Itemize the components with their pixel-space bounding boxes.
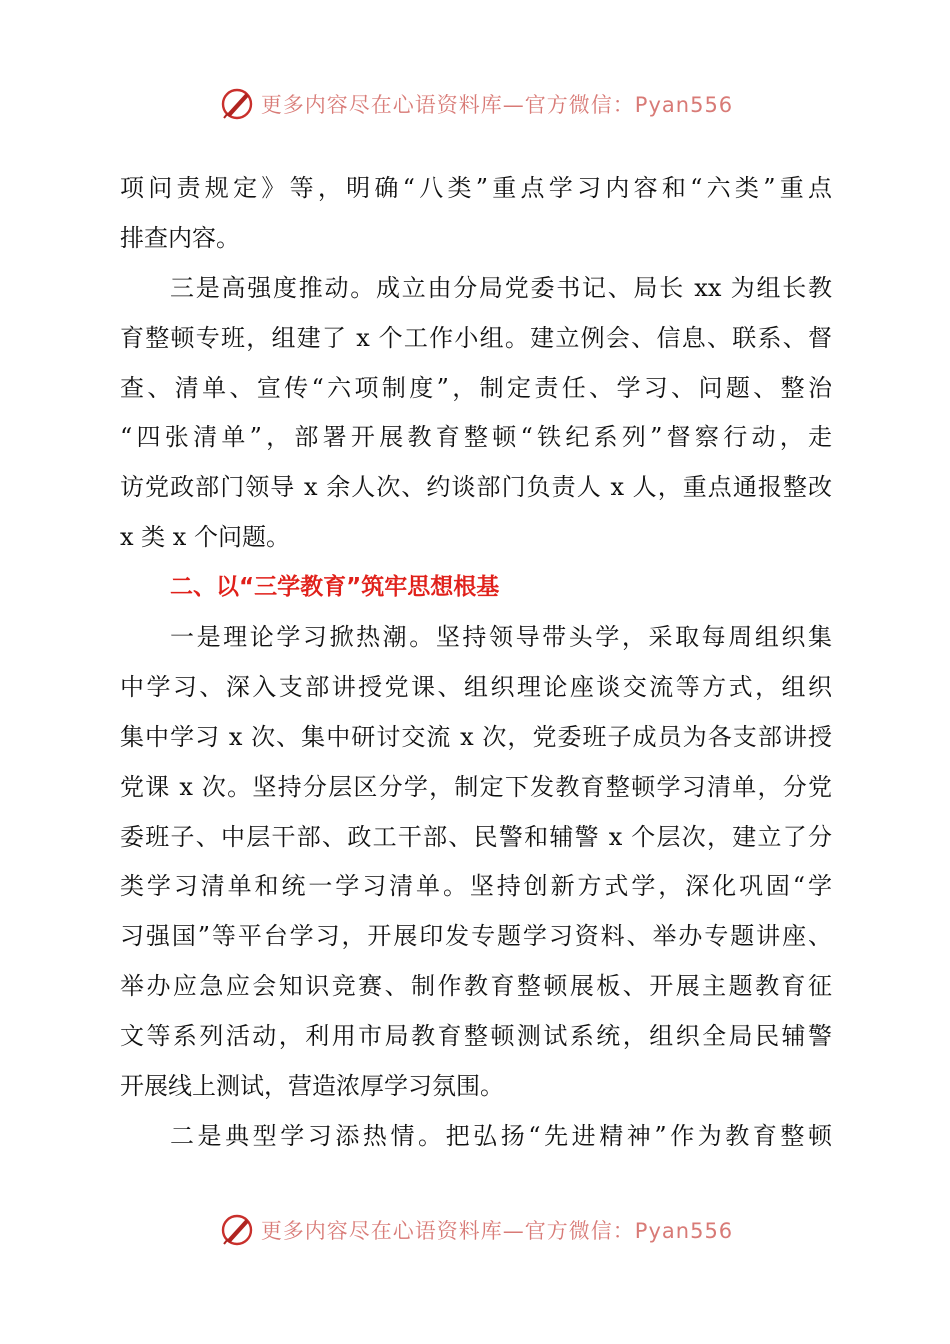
header-watermark-text: 更多内容尽在心语资料库—官方微信：Pyan556 xyxy=(260,93,734,117)
paragraph-line: 集中学习 x 次、集中研讨交流 x 次，党委班子成员为各支部讲授 xyxy=(120,722,832,751)
footer-watermark xyxy=(0,1208,950,1252)
paragraph-line: 习强国”等平台学习，开展印发专题学习资料、举办专题讲座、 xyxy=(120,922,832,951)
paragraph-line: 项问责规定》等，明确“八类”重点学习内容和“六类”重点 xyxy=(120,174,832,202)
paragraph-line: 一是理论学习掀热潮。坚持领导带头学，采取每周组织集 xyxy=(170,623,832,652)
paragraph-line: 类学习清单和统一学习清单。坚持创新方式学，深化巩固“学 xyxy=(120,872,832,901)
paragraph-line: 中学习、深入支部讲授党课、组织理论座谈交流等方式，组织 xyxy=(120,672,832,701)
paragraph-line: 举办应急应会知识竞赛、制作教育整顿展板、开展主题教育征 xyxy=(120,972,832,1001)
paragraph-line: 党课 x 次。坚持分层区分学，制定下发教育整顿学习清单，分党 xyxy=(120,772,832,801)
section-heading: 二、以“三学教育”筑牢思想根基 xyxy=(170,574,500,601)
paragraph-line: 二是典型学习添热情。把弘扬“先进精神”作为教育整顿 xyxy=(170,1121,832,1150)
paragraph-line: “四张清单”，部署开展教育整顿“铁纪系列”督察行动，走 xyxy=(120,423,832,452)
quill-pen-logo-icon xyxy=(217,1210,257,1250)
paragraph-line: 开展线上测试，营造浓厚学习氛围。 xyxy=(120,1072,504,1101)
paragraph-line: 排查内容。 xyxy=(120,223,240,252)
header-watermark xyxy=(0,82,950,126)
paragraph-line: 文等系列活动，利用市局教育整顿测试系统，组织全局民辅警 xyxy=(120,1022,832,1051)
paragraph-line: 三是高强度推动。成立由分局党委书记、局长 xx 为组长教 xyxy=(170,273,832,302)
document-body xyxy=(120,164,832,1162)
paragraph-line: 委班子、中层干部、政工干部、民警和辅警 x 个层次，建立了分 xyxy=(120,822,832,851)
quill-pen-logo-icon xyxy=(217,84,257,124)
paragraph-line: 查、清单、宣传“六项制度”，制定责任、学习、问题、整治 xyxy=(120,373,832,402)
paragraph-line: 访党政部门领导 x 余人次、约谈部门负责人 x 人，重点通报整改 xyxy=(120,473,832,502)
paragraph-line: 育整顿专班，组建了 x 个工作小组。建立例会、信息、联系、督 xyxy=(120,323,832,352)
paragraph-line: x 类 x 个问题。 xyxy=(120,523,290,552)
footer-watermark-text: 更多内容尽在心语资料库—官方微信：Pyan556 xyxy=(260,1219,734,1243)
